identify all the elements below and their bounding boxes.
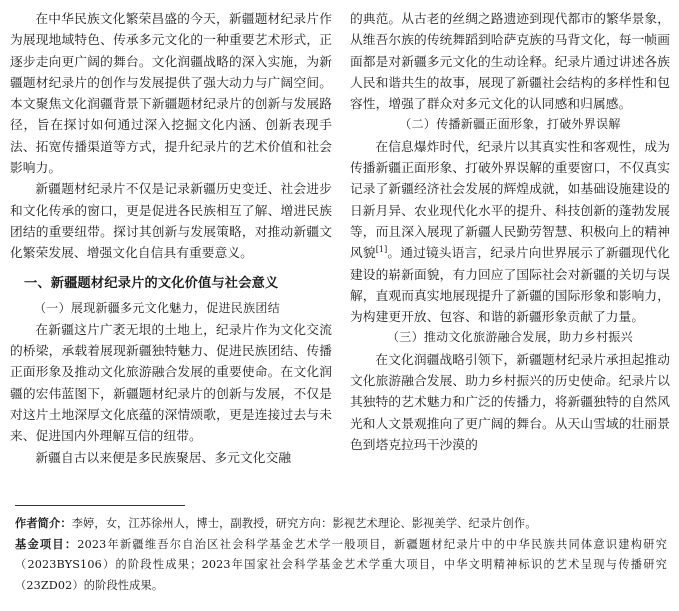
right-column bbox=[350, 8, 670, 455]
subsection-3-heading: （三）推动文化旅游融合发展，助力乡村振兴 bbox=[386, 330, 633, 345]
fund-note-text: 2023年新疆维吾尔自治区社会科学基金艺术学一般项目，新疆题材纪录片中的中华民族共同体意识建构研究（2023BYS106）的阶段性成果；2023年国家社会科学基金艺术学重大项目，中华文明精神标识的艺术呈现与传播研究（23ZD02）的阶段性成果。 bbox=[15, 537, 667, 592]
body-paragraph bbox=[350, 136, 670, 328]
fund-note bbox=[15, 535, 667, 597]
body-text: 在信息爆炸时代，纪录片以其真实性和客观性，成为传播新疆正面形象、打破外界误解的重要窗口，不仅真实记录了新疆经济社会发展的辉煌成就，如基础设施建设的日新月异、农业现代化水平的提升、科技创新的蓬勃发展等，而且深入展现了新疆人民勤劳智慧、积极向上的精神风貌 bbox=[350, 138, 670, 261]
body-paragraph: 新疆自古以来便是多民族聚居、多元文化交融 bbox=[35, 449, 292, 465]
author-note-label: 作者简介： bbox=[15, 517, 72, 530]
intro-paragraph-2: 新疆题材纪录片不仅是记录新疆历史变迁、社会进步和文化传承的窗口，更是促进各民族相互了解、增进民族团结的重要纽带。探讨其创新与发展策略，对推动新疆文化繁荣发展、增强文化自信具有重要意义。 bbox=[10, 181, 332, 261]
subsection-1-heading: （一）展现新疆多元文化魅力，促进民族团结 bbox=[34, 300, 281, 315]
body-paragraph: 在文化润疆战略引领下，新疆题材纪录片承担起推动文化旅游融合发展、助力乡村振兴的历史使命。纪录片以其独特的艺术魅力和广泛的传播力，将新疆独特的自然风光和人文景观推向了更广阔的舞台。从天山雪域的壮丽景色到塔克拉玛干沙漠的 bbox=[350, 351, 670, 452]
intro-paragraph: 在中华民族文化繁荣昌盛的今天，新疆题材纪录片作为展现地域特色、传承多元文化的一种重要艺术形式，正逐步走向更广阔的舞台。文化润疆战略的深入实施，为新疆题材纪录片的创作与发展提供了强大动力与广阔空间。本文聚焦文化润疆背景下新疆题材纪录片的创新与发展路径，旨在探讨如何通过深入挖掘文化内涵、创新表现手法、拓宽传播渠道等方式，提升纪录片的艺术价值和社会影响力。 bbox=[10, 11, 332, 176]
subsection-2-heading: （二）传播新疆正面形象，打破外界误解 bbox=[399, 117, 621, 132]
fund-note-label: 基金项目： bbox=[15, 537, 78, 551]
citation-reference: [1] bbox=[375, 245, 388, 255]
footnote-divider bbox=[15, 505, 185, 506]
author-note bbox=[15, 514, 667, 535]
left-column bbox=[10, 8, 332, 468]
footnotes bbox=[15, 514, 667, 596]
body-paragraph: 在新疆这片广袤无垠的土地上，纪录片作为文化交流的桥梁，承载着展现新疆独特魅力、促进民族团结、传播正面形象及推动文化旅游融合发展的重要使命。在文化润疆的宏伟蓝图下，新疆题材纪录片的创新与发展，不仅是对这片土地深厚文化底蕴的深情颂歌，更是连接过去与未来、促进国内外理解互信的纽带。 bbox=[10, 321, 332, 444]
author-note-text: 李婷，女，江苏徐州人，博士，副教授，研究方向：影视艺术理论、影视美学、纪录片创作。 bbox=[71, 517, 537, 530]
body-paragraph: 的典范。从古老的丝绸之路遗迹到现代都市的繁华景象，从维吾尔族的传统舞蹈到哈萨克族的马背文化，每一帧画面都是对新疆多元文化的生动诠释。纪录片通过讲述各族人民和谐共生的故事，展现了新疆社会结构的多样性和包容性，增强了群众对多元文化的认同感和归属感。 bbox=[350, 11, 670, 112]
section-1-heading: 一、新疆题材纪录片的文化价值与社会意义 bbox=[24, 275, 279, 291]
body-text: 。通过镜头语言，纪录片向世界展示了新疆现代化建设的崭新面貌，有力回应了国际社会对新疆的关切与误解，直观而真实地展现提升了新疆的国际形象和影响力，为构建更开放、包容、和谐的新疆形象贡献了力量。 bbox=[350, 245, 670, 325]
